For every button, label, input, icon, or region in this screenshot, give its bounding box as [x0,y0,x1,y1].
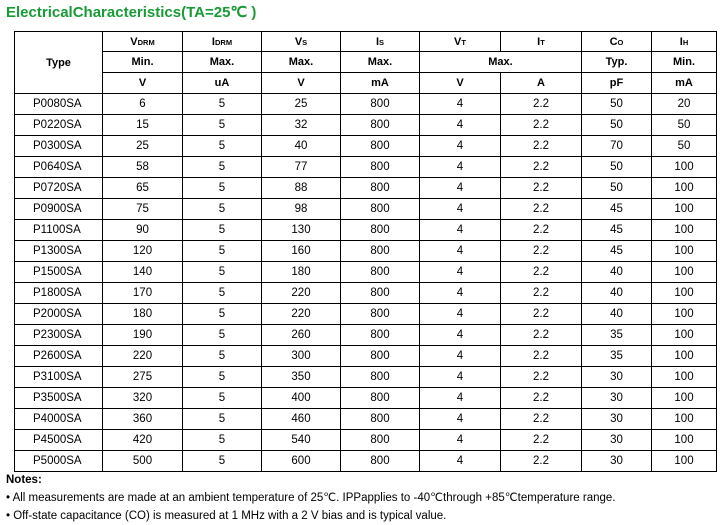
value-cell: 32 [262,115,341,136]
value-cell: 35 [582,346,652,367]
limit-cell: Max. [341,52,420,73]
value-cell: 40 [582,262,652,283]
value-cell: 30 [582,367,652,388]
part-number-cell: P0720SA [15,178,103,199]
symbol-co: CO [582,32,652,52]
value-cell: 130 [262,220,341,241]
value-cell: 100 [652,367,717,388]
value-cell: 5 [183,367,262,388]
value-cell: 40 [582,304,652,325]
value-cell: 360 [103,409,183,430]
unit-cell: uA [183,73,262,94]
value-cell: 6 [103,94,183,115]
value-cell: 2.2 [501,241,582,262]
part-number-cell: P0300SA [15,136,103,157]
value-cell: 220 [103,346,183,367]
value-cell: 800 [341,136,420,157]
value-cell: 100 [652,451,717,472]
table-row [15,199,717,220]
part-number-cell: P1800SA [15,283,103,304]
limit-cell: Min. [103,52,183,73]
value-cell: 2.2 [501,220,582,241]
value-cell: 100 [652,241,717,262]
limit-cell: Min. [652,52,717,73]
table-row [15,262,717,283]
unit-cell: mA [341,73,420,94]
table-row [15,346,717,367]
value-cell: 220 [262,304,341,325]
value-cell: 260 [262,325,341,346]
value-cell: 2.2 [501,409,582,430]
value-cell: 100 [652,262,717,283]
value-cell: 100 [652,157,717,178]
value-cell: 2.2 [501,94,582,115]
table-row [15,157,717,178]
value-cell: 100 [652,346,717,367]
value-cell: 4 [420,304,501,325]
value-cell: 50 [652,115,717,136]
value-cell: 4 [420,136,501,157]
unit-cell: pF [582,73,652,94]
value-cell: 800 [341,241,420,262]
value-cell: 120 [103,241,183,262]
value-cell: 600 [262,451,341,472]
value-cell: 2.2 [501,115,582,136]
value-cell: 4 [420,157,501,178]
value-cell: 100 [652,199,717,220]
value-cell: 5 [183,220,262,241]
value-cell: 140 [103,262,183,283]
value-cell: 4 [420,325,501,346]
part-number-cell: P4500SA [15,430,103,451]
value-cell: 4 [420,430,501,451]
value-cell: 2.2 [501,157,582,178]
table-row [15,430,717,451]
part-number-cell: P2600SA [15,346,103,367]
value-cell: 88 [262,178,341,199]
value-cell: 100 [652,178,717,199]
part-number-cell: P0080SA [15,94,103,115]
symbol-ih: IH [652,32,717,52]
part-number-cell: P2000SA [15,304,103,325]
value-cell: 100 [652,283,717,304]
value-cell: 180 [262,262,341,283]
value-cell: 5 [183,178,262,199]
unit-cell: V [420,73,501,94]
unit-header-row [15,73,717,94]
value-cell: 5 [183,115,262,136]
value-cell: 100 [652,220,717,241]
part-number-cell: P3500SA [15,388,103,409]
limit-header-row [15,52,717,73]
value-cell: 100 [652,409,717,430]
symbol-is: IS [341,32,420,52]
value-cell: 5 [183,283,262,304]
table-row [15,388,717,409]
value-cell: 800 [341,430,420,451]
value-cell: 5 [183,136,262,157]
value-cell: 30 [582,430,652,451]
value-cell: 30 [582,388,652,409]
value-cell: 220 [262,283,341,304]
part-number-cell: P0220SA [15,115,103,136]
value-cell: 58 [103,157,183,178]
section-title: ElectricalCharacteristics(TA=25℃ ) [6,4,257,21]
value-cell: 2.2 [501,388,582,409]
value-cell: 180 [103,304,183,325]
value-cell: 5 [183,199,262,220]
note-item: • All measurements are made at an ambient temperature of 25℃. IPPapplies to -40℃through +85℃temperature range. [6,492,616,504]
value-cell: 5 [183,94,262,115]
value-cell: 2.2 [501,325,582,346]
value-cell: 98 [262,199,341,220]
symbol-vdrm: VDRM [103,32,183,52]
limit-cell: Typ. [582,52,652,73]
value-cell: 5 [183,304,262,325]
value-cell: 300 [262,346,341,367]
table-row [15,367,717,388]
value-cell: 4 [420,115,501,136]
value-cell: 50 [582,94,652,115]
value-cell: 5 [183,241,262,262]
value-cell: 5 [183,346,262,367]
limit-cell: Max. [420,52,582,73]
value-cell: 4 [420,241,501,262]
value-cell: 5 [183,325,262,346]
value-cell: 25 [103,136,183,157]
value-cell: 30 [582,409,652,430]
value-cell: 2.2 [501,136,582,157]
value-cell: 800 [341,346,420,367]
value-cell: 50 [582,115,652,136]
symbol-it: IT [501,32,582,52]
symbol-vt: VT [420,32,501,52]
part-number-cell: P4000SA [15,409,103,430]
value-cell: 2.2 [501,430,582,451]
value-cell: 4 [420,94,501,115]
value-cell: 70 [582,136,652,157]
value-cell: 45 [582,241,652,262]
part-number-cell: P1300SA [15,241,103,262]
value-cell: 45 [582,220,652,241]
value-cell: 4 [420,388,501,409]
value-cell: 190 [103,325,183,346]
table-body [15,32,717,472]
value-cell: 4 [420,409,501,430]
value-cell: 800 [341,199,420,220]
value-cell: 2.2 [501,283,582,304]
value-cell: 50 [582,178,652,199]
value-cell: 2.2 [501,262,582,283]
part-number-cell: P3100SA [15,367,103,388]
table-row [15,115,717,136]
value-cell: 45 [582,199,652,220]
table-row [15,409,717,430]
value-cell: 75 [103,199,183,220]
unit-cell: mA [652,73,717,94]
value-cell: 65 [103,178,183,199]
unit-cell: V [262,73,341,94]
value-cell: 5 [183,262,262,283]
value-cell: 90 [103,220,183,241]
table-row [15,241,717,262]
value-cell: 800 [341,94,420,115]
type-header: Type [15,32,103,94]
electrical-characteristics-table [14,31,717,472]
value-cell: 77 [262,157,341,178]
value-cell: 540 [262,430,341,451]
value-cell: 800 [341,262,420,283]
table-row [15,136,717,157]
value-cell: 2.2 [501,178,582,199]
value-cell: 170 [103,283,183,304]
value-cell: 100 [652,388,717,409]
value-cell: 5 [183,430,262,451]
value-cell: 100 [652,430,717,451]
value-cell: 800 [341,178,420,199]
value-cell: 2.2 [501,346,582,367]
value-cell: 500 [103,451,183,472]
value-cell: 4 [420,367,501,388]
value-cell: 800 [341,367,420,388]
part-number-cell: P0900SA [15,199,103,220]
note-item: • Off-state capacitance (CO) is measured at 1 MHz with a 2 V bias and is typical value. [6,510,447,522]
value-cell: 35 [582,325,652,346]
value-cell: 400 [262,388,341,409]
symbol-vs: VS [262,32,341,52]
value-cell: 5 [183,451,262,472]
value-cell: 4 [420,262,501,283]
value-cell: 5 [183,409,262,430]
value-cell: 275 [103,367,183,388]
value-cell: 25 [262,94,341,115]
value-cell: 350 [262,367,341,388]
part-number-cell: P1500SA [15,262,103,283]
value-cell: 2.2 [501,304,582,325]
value-cell: 50 [652,136,717,157]
unit-cell: A [501,73,582,94]
table-row [15,325,717,346]
value-cell: 15 [103,115,183,136]
value-cell: 30 [582,451,652,472]
value-cell: 800 [341,388,420,409]
value-cell: 4 [420,283,501,304]
value-cell: 160 [262,241,341,262]
symbol-idrm: IDRM [183,32,262,52]
part-number-cell: P2300SA [15,325,103,346]
value-cell: 800 [341,157,420,178]
table-row [15,304,717,325]
value-cell: 800 [341,283,420,304]
value-cell: 2.2 [501,199,582,220]
notes-heading: Notes: [6,474,42,486]
value-cell: 40 [582,283,652,304]
value-cell: 420 [103,430,183,451]
value-cell: 2.2 [501,367,582,388]
value-cell: 40 [262,136,341,157]
table-row [15,178,717,199]
value-cell: 320 [103,388,183,409]
value-cell: 4 [420,451,501,472]
value-cell: 800 [341,115,420,136]
limit-cell: Max. [262,52,341,73]
part-number-cell: P0640SA [15,157,103,178]
notes-section [6,471,615,525]
value-cell: 800 [341,304,420,325]
value-cell: 4 [420,346,501,367]
value-cell: 800 [341,325,420,346]
value-cell: 50 [582,157,652,178]
value-cell: 5 [183,388,262,409]
value-cell: 100 [652,304,717,325]
value-cell: 800 [341,220,420,241]
value-cell: 800 [341,409,420,430]
value-cell: 5 [183,157,262,178]
value-cell: 4 [420,199,501,220]
table-row [15,220,717,241]
value-cell: 20 [652,94,717,115]
value-cell: 800 [341,451,420,472]
symbol-header-row [15,32,717,52]
value-cell: 2.2 [501,451,582,472]
part-number-cell: P5000SA [15,451,103,472]
table-row [15,451,717,472]
value-cell: 4 [420,220,501,241]
value-cell: 100 [652,325,717,346]
table-row [15,283,717,304]
part-number-cell: P1100SA [15,220,103,241]
limit-cell: Max. [183,52,262,73]
unit-cell: V [103,73,183,94]
value-cell: 4 [420,178,501,199]
table-row [15,94,717,115]
value-cell: 460 [262,409,341,430]
